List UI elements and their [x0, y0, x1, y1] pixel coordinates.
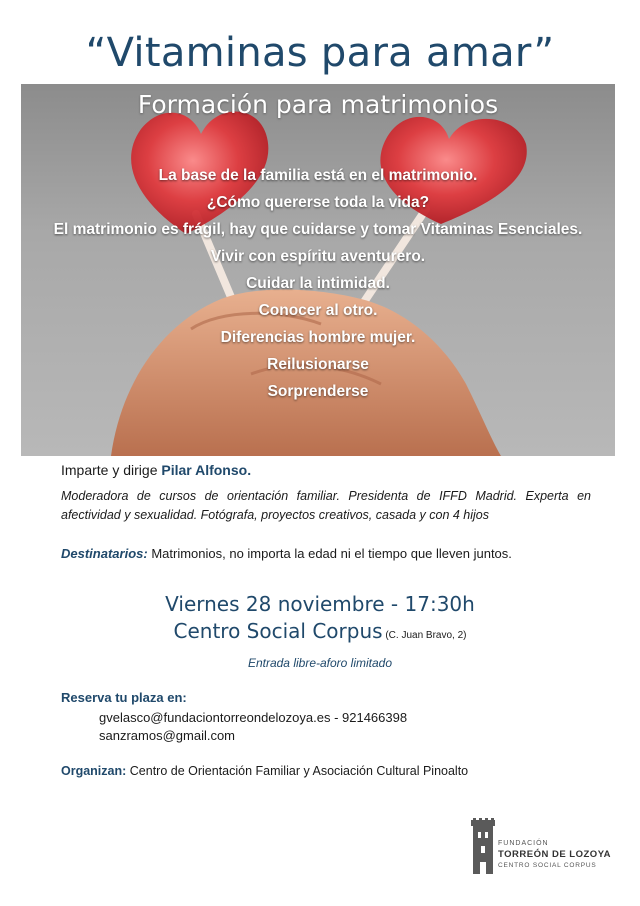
organizers-line [61, 764, 468, 778]
speaker-line [61, 462, 251, 478]
booking-contact-email-phone: gvelasco@fundaciontorreondelozoya.es - 921466398 [99, 710, 408, 725]
booking-contact-email: sanzramos@gmail.com [99, 728, 236, 743]
audience-line [61, 546, 512, 561]
hero-line: La base de la familia está en el matrimonio. [158, 167, 478, 184]
speaker-bio: Moderadora de cursos de orientación familiar. Presidenta de IFFD Madrid. Experta en afectividad y sexualidad. Fotógrafa, proyectos creativos, casada y con 4 hijos [61, 489, 591, 522]
hero-subtitle: Formación para matrimonios [137, 90, 499, 119]
entry-note: Entrada libre-aforo limitado [247, 656, 393, 670]
hero-image [21, 84, 615, 456]
organizers-text: Centro de Orientación Familiar y Asociación Cultural Pinoalto [126, 764, 469, 778]
tower-icon [470, 818, 496, 876]
hero-line: Sorprenderse [267, 383, 369, 400]
audience-label: Destinatarios: [61, 546, 148, 561]
hero-line: Cuidar la intimidad. [246, 275, 390, 292]
hero-line: Diferencias hombre mujer. [220, 329, 416, 346]
hero-text-block [21, 162, 615, 405]
hero-line: Vivir con espíritu aventurero. [210, 248, 426, 265]
organizers-label: Organizan: [61, 764, 127, 778]
speaker-prefix: Imparte y dirige [61, 462, 162, 478]
logo-line-foundation: FUNDACIÓN [498, 840, 549, 847]
page-title: “Vitaminas para amar” [85, 30, 555, 76]
hero-line: Conocer al otro. [258, 302, 378, 319]
event-datetime: Viernes 28 noviembre - 17:30h [165, 592, 475, 616]
event-venue-line [0, 619, 640, 643]
logo-line-name: TORREÓN DE LOZOYA [498, 849, 612, 860]
event-venue: Centro Social Corpus [173, 619, 383, 643]
booking-label: Reserva tu plaza en: [61, 690, 187, 705]
audience-text: Matrimonios, no importa la edad ni el tiempo que lleven juntos. [147, 546, 512, 561]
hero-line: El matrimonio es frágil, hay que cuidarse y tomar Vitaminas Esenciales. [53, 221, 583, 238]
foundation-logo [470, 818, 612, 878]
hero-line: Reilusionarse [267, 356, 369, 373]
event-address: (C. Juan Bravo, 2) [382, 630, 467, 641]
speaker-name: Pilar Alfonso. [161, 462, 252, 478]
hero-line: ¿Cómo quererse toda la vida? [206, 194, 430, 211]
logo-line-center: CENTRO SOCIAL CORPUS [498, 862, 597, 869]
